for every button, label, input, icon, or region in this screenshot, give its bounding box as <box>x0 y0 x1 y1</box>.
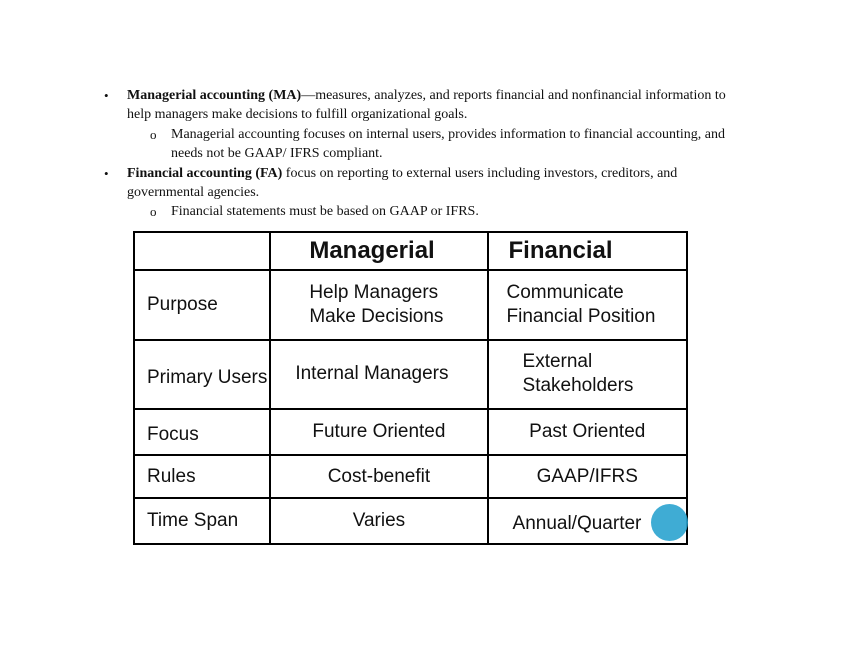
bullet-dot-icon: • <box>104 88 109 103</box>
subtext-financial: Financial statements must be based on GAAP or IFRS. <box>171 204 479 219</box>
cell-line: Make Decisions <box>309 305 444 327</box>
cell-financial <box>488 270 687 339</box>
table-row <box>134 340 687 409</box>
table-row <box>134 270 687 339</box>
cell-managerial: Cost-benefit <box>270 455 487 497</box>
text-managerial: —measures, analyzes, and reports financial and nonfinancial information to help managers make decisions to fulfill organizational goals. <box>127 88 726 122</box>
table-row <box>134 498 687 544</box>
row-label: Focus <box>134 409 270 455</box>
cell-line: External <box>522 351 593 373</box>
cell-line: Internal Managers <box>295 363 449 385</box>
cursor-highlight-icon <box>651 504 688 541</box>
cell-managerial <box>270 270 487 339</box>
table-row <box>134 455 687 497</box>
bullet-dot-icon: • <box>104 166 109 181</box>
subtext-managerial: Managerial accounting focuses on internal users, provides information to financial accounting, and needs not be GAAP/ IFRS compliant. <box>171 127 725 161</box>
cell-managerial: Future Oriented <box>270 409 487 455</box>
row-label: Purpose <box>134 270 270 339</box>
cell-line: Help Managers <box>309 281 439 303</box>
term-financial: Financial accounting (FA) <box>127 166 283 181</box>
cell-financial: Annual/Quarter <box>488 498 687 544</box>
cell-managerial: Varies <box>270 498 487 544</box>
cell-financial: GAAP/IFRS <box>488 455 687 497</box>
bullet-managerial <box>100 86 740 124</box>
cell-managerial <box>270 340 487 409</box>
header-managerial: Managerial <box>270 232 487 270</box>
table-header-row <box>134 232 687 270</box>
subbullet-financial <box>100 202 740 221</box>
sub-bullet-icon: o <box>150 204 157 219</box>
cell-line: Stakeholders <box>522 375 634 397</box>
cell-financial: Past Oriented <box>488 409 687 455</box>
text-financial: focus on reporting to external users including investors, creditors, and governmental agencies. <box>127 166 678 200</box>
subbullet-managerial <box>100 125 740 163</box>
cell-line: Communicate <box>506 281 624 303</box>
table-row <box>134 409 687 455</box>
cell-line: Financial Position <box>506 305 656 327</box>
bullet-list <box>100 86 740 221</box>
term-managerial: Managerial accounting (MA) <box>127 88 302 103</box>
cell-financial <box>488 340 687 409</box>
bullet-financial <box>100 164 740 202</box>
row-label: Primary Users <box>134 340 270 409</box>
row-label: Rules <box>134 455 270 497</box>
comparison-table <box>133 231 688 545</box>
row-label: Time Span <box>134 498 270 544</box>
header-financial: Financial <box>488 232 687 270</box>
header-empty-cell <box>134 232 270 270</box>
sub-bullet-icon: o <box>150 127 157 142</box>
